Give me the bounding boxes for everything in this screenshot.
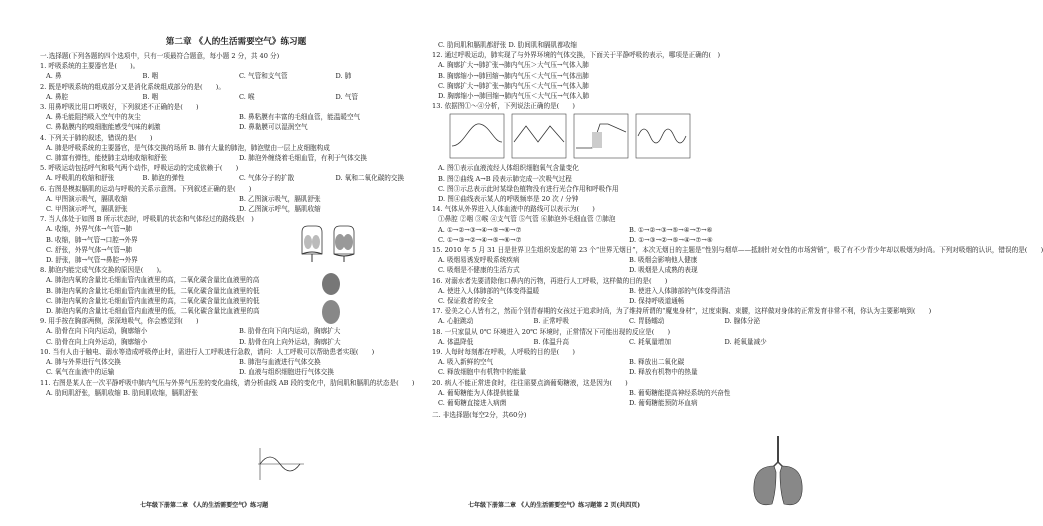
section2-heading: 二. 非选择题(每空2分，共60分) [432,411,527,420]
option: A. 吸烟易诱发呼吸系统疾病 [438,256,520,265]
option: A. 鼻毛能阻挡吸入空气中的灰尘 [46,113,141,122]
option: A. 鼻 [46,72,62,81]
option: D. 氧和二氧化碳的交换 [335,174,405,183]
option: A. 肋间肌舒张，膈肌收缩 B. 肋间肌收缩，膈肌舒张 [46,388,198,397]
option: B. 肺泡的弹性 [142,174,185,183]
options-row [40,112,432,122]
option: D. 保持呼吸道通畅 [629,297,685,306]
option: C. 气体分子的扩散 [239,174,295,183]
option: D. 耗氧量减少 [724,337,767,346]
option: C. 耗氧量增加 [629,337,671,346]
q6-bell-jar-figure [298,224,360,264]
option: A. 体温降低 [438,337,474,346]
option: A. 甲图演示吸气，膈肌收缩 [46,194,128,203]
options-row [432,316,820,326]
options-row [432,398,820,408]
option: B. 体温升高 [533,337,569,346]
option: C. 释放细胞中有机物中的能量 [438,368,527,377]
question-text: 16. 对溺水者先要清除他口鼻内的污物，再进行人工呼吸，这样做的目的是( ) [432,276,668,285]
options-row [40,71,432,81]
q13-graphs-figure [450,112,690,164]
question-text: 14. 气体从外界进入人体血液中的路线可以表示为( ) [432,205,595,214]
option: C. 舒张，外界气体→气管→肺 [46,245,132,254]
question-text: 8. 肺泡内能完成气体交换的原因是( )。 [40,266,166,275]
options-row [432,265,820,275]
footer-left: 七年级下册第二章 《人的生活需要空气》练习题 [140,502,269,509]
option: B. 肺泡与血液进行气体交换 [239,358,321,367]
options-row [40,92,432,102]
question-text: 6. 右图是模拟膈肌的运动与呼吸的关系示意图。下列叙述正确的是( ) [40,184,252,193]
option: A. 葡萄糖能为人体提供能量 [438,388,520,397]
option: D. 舒张，肺→气管→鼻腔→外界 [46,256,138,265]
option: B. 图②曲线 A→B 段表示肺完成一次吸气过程 [438,174,572,183]
graph-2 [512,114,566,158]
option: C. 鼻黏膜内的嗅细胞能感受气味的刺激 [46,123,161,132]
question-text: 11. 右图是某人在一次平静呼吸中肺内气压与外界气压差的变化曲线，请分析曲线 AB 段的变化中，肋间肌和膈肌的状态是( ) [40,378,415,387]
option: A. 使进入人体肺部的气体变得温暖 [438,286,540,295]
option: A. 胸廓扩大→肺扩张→肺内气压＞大气压→气体入肺 [438,61,589,70]
option: A. 肺与外界进行气体交换 [46,358,121,367]
option: D. 图④曲线表示某人的呼吸频率是 20 次 / 分钟 [438,195,579,204]
question-text: 5. 呼吸运动包括呼气和吸气两个动作，呼吸运动的完成依赖于( ) [40,164,239,173]
option: A. 图①表示血液流经人体组织细胞氧气含量变化 [438,164,579,173]
options-row [432,357,820,367]
options-row [40,194,432,204]
option: C. 肺富有弹性，能使肺主动地收缩和舒张 [46,154,168,163]
option: B. 葡萄糖能提高神经系统的兴奋性 [629,388,731,397]
q7-chest-figure [316,270,346,328]
option: B. 吸烟会影响他人健康 [629,256,698,265]
option: A. ①→②→③→④→⑤→⑥→⑦ [438,225,522,234]
right-questions [432,40,1043,408]
option: D. 气管 [335,92,358,101]
option: C. 气管和支气管 [239,72,288,81]
option: B. 正常呼吸 [533,317,569,326]
option: D. 腺体分泌 [724,317,761,326]
option: C. 肋骨在向上向外运动，胸廓缩小 [46,337,148,346]
option: A. 肺泡内氧的含量比毛细血管内血液里的高，二氧化碳含量比血液里的高 [46,276,260,285]
option: C. 肋间肌和膈肌都舒张 D. 肋间肌和膈肌都收缩 [438,41,578,49]
graph-3 [574,114,628,158]
option: C. 葡萄糖直接进入病菌 [438,399,507,408]
option: C. ①→③→②→④→⑤→⑥→⑦ [438,235,522,244]
footer-right: 七年级下册第二章 《人的生活需要空气》练习题第 2 页(共四页) [468,502,641,509]
option: A. 肺是呼吸系统的主要器官，是气体交换的场所 B. 肺有大量的肺泡，肺泡壁由一层上皮细胞构成 [46,143,330,152]
option: A. 吸入新鲜的空气 [438,358,494,367]
option: B. 释放出二氧化碳 [629,358,685,367]
graph-4 [636,114,690,158]
option: ①鼻腔 ②咽 ③喉 ④支气管 ⑤气管 ⑥肺泡外毛细血管 ⑦肺泡 [438,215,616,224]
option: D. 葡萄糖能预防坏血病 [629,399,698,408]
option: C. 喉 [239,92,255,101]
option: A. 收缩，外界气体→气管→肺 [46,225,132,234]
option: D. 肺泡外缠绕着毛细血管，有利于气体交换 [239,154,367,163]
question-text: 4. 下列关于肺的叙述，错误的是( ) [40,133,153,142]
option: D. 乙图演示呼气，膈肌收缩 [239,205,321,214]
option: D. 鼻黏膜可以湿润空气 [239,123,308,132]
options-row [432,225,820,235]
option: C. 保证救者的安全 [438,297,494,306]
question-text: 3. 用鼻呼吸比用口呼吸好，下列叙述不正确的是( ) [40,103,199,112]
option: D. 肺泡内氧的含量比毛细血管内血液里的低，二氧化碳含量比血液里的高 [46,307,260,316]
options-row [432,255,820,265]
question-text: 15. 2010 年 5 月 31 日是世界卫生组织发起的第 23 个“世界无烟日”，本次无烟日的主题是“性别与烟草——抵制针对女性的市场营销”，吸了有不少青少年却以吸烟为时尚。下列对吸烟的认识，错误的是( ) [432,246,1043,255]
option: B. 鼻粘膜有丰富的毛细血管，能温暖空气 [239,113,361,122]
options-row [40,326,432,336]
options-row [432,337,820,347]
section-heading: 一.选择题(下列各题的四个选项中，只有一项最符合题意，每小题 2 分，共 40 分) [40,52,280,60]
options-row [432,296,820,306]
option: B. 肋骨在向下向内运动，胸廓扩大 [239,327,341,336]
option: C. 吸烟是不健康的生活方式 [438,266,520,275]
question-text: 10. 当有人由于触电、溺水等造成呼吸停止时，需进行人工呼吸进行急救，请问：人工呼吸可以帮助患者实现( ) [40,347,375,356]
option: D. 血液与组织细胞进行气体交换 [239,368,334,377]
option: C. 甲图演示呼气，膈肌舒张 [46,205,128,214]
option: B. 咽 [142,92,159,101]
question-text: 13. 依据图①～④分析，下列说法正确的是( ) [432,102,576,111]
option: A. 心脏跳动 [438,317,474,326]
options-row [40,173,432,183]
options-row [432,367,820,377]
question-text: 7. 当人体处于如图 B 所示状态时，呼吸肌的状态和气体经过的路线是( ) [40,215,254,224]
options-row [40,204,432,214]
option: C. 肺泡内氧的含量比毛细血管内血液里的高，二氧化碳含量比血液里的低 [46,296,260,305]
bell-jar-b [334,226,354,262]
option: B. 肺泡内氧的含量比毛细血管内血液里的低，二氧化碳含量比血液里的低 [46,286,260,295]
option: B. ①→②→③→⑤→④→⑦→⑥ [629,225,713,234]
option: C. 氧气在血液中的运输 [46,368,115,377]
bell-jar-a [302,226,322,262]
option: A. 鼻腔 [46,92,69,101]
options-row [40,367,432,377]
question-text: 20. 病人不能正常进食时，往往需要点滴葡萄糖液，这是因为( ) [432,378,628,387]
option: C. 胸廓扩大→肺扩张→肺内气压＜大气压→气体入肺 [438,81,589,90]
options-row [432,388,820,398]
question-text: 17. 爱美之心人皆有之，然而个别青春期的女孩过于追求时尚，为了维持所谓的“魔鬼身材”，过度束胸、束腰，这样做对身体的正常发育非常不利，你认为主要影响到( ) [432,307,932,316]
option: B. 使进入人体肺部的气体变得清洁 [629,286,731,295]
option: D. 释放有机物中的热量 [629,368,698,377]
question-text: 12. 通过呼吸运动，肺实现了与外界环境的气体交换，下面关于平静呼吸的表示，哪项是正确的( ) [432,51,721,60]
left-column [40,0,432,526]
options-row [40,122,432,132]
left-questions [40,61,432,398]
question-text: 9. 用手按在胸部两侧，深深地吸气，你会感觉到( ) [40,317,199,326]
option: A. 呼吸肌的收缩和舒张 [46,174,115,183]
option: B. 咽 [142,72,159,81]
question-text: 2. 既是呼吸系统的组成部分又是消化系统组成部分的是( )。 [40,82,225,91]
options-row [40,357,432,367]
option: C. 图③示总表示此时某绿色植物没有进行光合作用和呼吸作用 [438,184,619,193]
option: C. 胃肠蠕动 [629,317,665,326]
option: D. 肋骨在向上向外运动，胸廓扩大 [239,337,341,346]
question-text: 19. 人每时每刻都在呼吸，人呼吸的目的是( ) [432,348,576,357]
lung-diagram-figure [748,432,808,512]
option: D. 吸烟是人成熟的表现 [629,266,698,275]
option: D. 肺 [335,72,352,81]
option: B. 乙图演示吸气，膈肌舒张 [239,194,321,203]
options-row [40,337,432,347]
q11-pressure-curve-figure [256,446,306,482]
option: B. 收缩，肺→气管→口腔→外界 [46,235,138,244]
page-title: 第二章 《人的生活需要空气》练习题 [165,37,307,47]
options-row [432,235,820,245]
question-text: 1. 呼吸系统的主要器官是( )。 [40,62,140,71]
option: B. 胸廓缩小→肺回缩→肺内气压＜大气压→气体出肺 [438,71,589,80]
options-row [40,153,432,163]
option: A. 肋骨在向下向内运动，胸廓缩小 [46,327,148,336]
option: D. 胸廓缩小→肺回缩→肺内气压＜大气压→气体入肺 [438,92,590,101]
option: D. ①→③→②→⑤→④→⑦→⑥ [629,235,713,244]
graph-1 [450,114,504,158]
options-row [432,286,820,296]
question-text: 18. 一只家鼠从 0℃ 环境进入 20℃ 环境时，正常情况下可能出现的反应是( ) [432,327,671,336]
